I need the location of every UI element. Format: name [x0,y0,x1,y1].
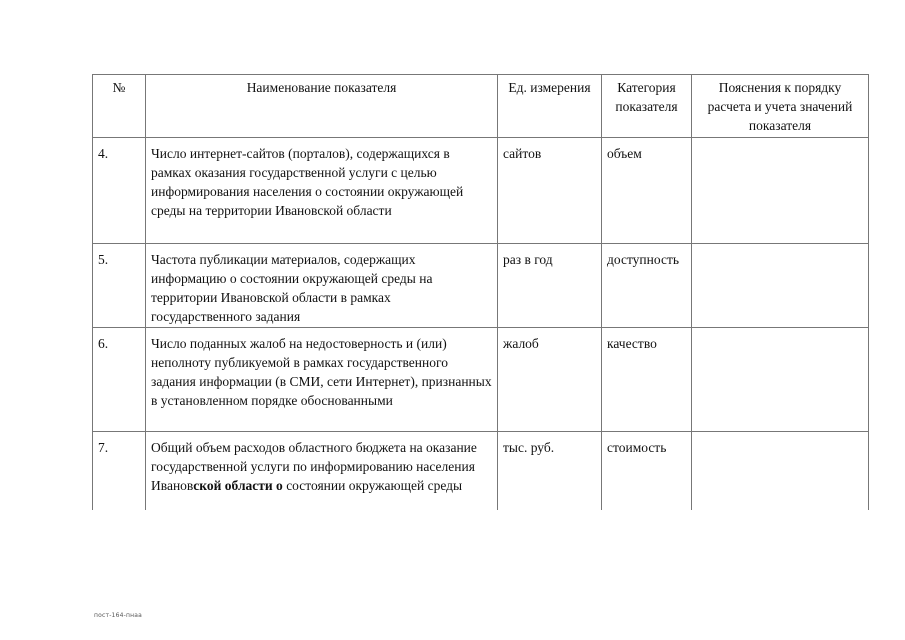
category-cell: стоимость [602,432,692,510]
category-cell: объем [602,138,692,244]
unit-cell: сайтов [498,138,602,244]
notes-cell [692,432,869,510]
indicator-name [146,432,498,510]
notes-cell [692,328,869,432]
unit-cell: жалоб [498,328,602,432]
table-row [93,432,869,510]
table-header-row [93,75,869,138]
notes-cell [692,244,869,328]
category-cell: доступность [602,244,692,328]
indicator-name: Число интернет-сайтов (порталов), содержащихся в рамках оказания государственной услуги с целью информирования населения о состоянии окружающей среды на территории Ивановской области [146,138,498,244]
header-unit: Ед. измерения [498,75,602,138]
table-row [93,138,869,244]
indicator-name: Частота публикации материалов, содержащих информацию о состоянии окружающей среды на территории Ивановской области в рамках государственного задания [146,244,498,328]
row-number: 5. [93,244,146,328]
unit-cell: раз в год [498,244,602,328]
unit-cell: тыс. руб. [498,432,602,510]
header-notes: Пояснения к порядку расчета и учета значений показателя [692,75,869,138]
indicator-name-part2: ской области о [193,478,283,493]
row-number: 6. [93,328,146,432]
row-number: 7. [93,432,146,510]
header-name: Наименование показателя [146,75,498,138]
indicators-table [92,74,869,510]
indicator-name: Число поданных жалоб на недостоверность и (или) неполноту публикуемой в рамках государственного задания информации (в СМИ, сети Интернет), признанных в установленном порядке обоснованными [146,328,498,432]
category-cell: качество [602,328,692,432]
notes-cell [692,138,869,244]
indicator-name-part3: состоянии окружающей среды [286,478,463,493]
row-number: 4. [93,138,146,244]
indicator-name-part1: Общий объем расходов областного бюджета на оказание государственной услуги по информированию населения Иванов [151,440,477,493]
footer-stamp: пост-164-пнаа [94,612,142,619]
table-row [93,244,869,328]
table-row [93,328,869,432]
header-category: Категория показателя [602,75,692,138]
header-num: № [93,75,146,138]
